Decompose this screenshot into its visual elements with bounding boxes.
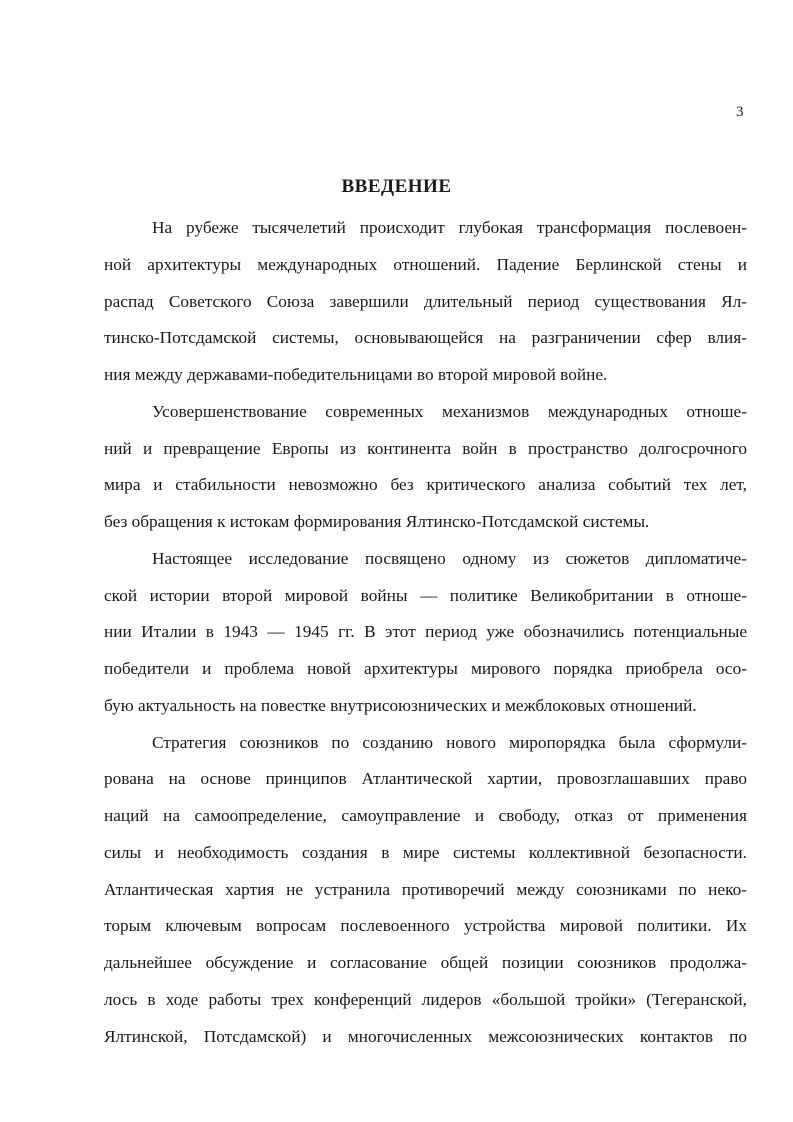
paragraph-3-line-2: ской истории второй мировой войны — политике Великобритании в отноше- — [104, 585, 747, 605]
paragraph-4-line-3: наций на самоопределение, самоуправление и свободу, отказ от применения — [104, 806, 747, 825]
paragraph-3-line-4: победители и проблема новой архитектуры мирового порядка приобрела осо- — [104, 659, 747, 678]
paragraph-4-line-5: Атлантическая хартия не устранила противоречий между союзниками по неко- — [104, 879, 747, 899]
paragraph-1-line-4: тинско-Потсдамской системы, основывающейся на разграничении сфер влия- — [104, 328, 747, 348]
paragraph-4-line-2: рована на основе принципов Атлантической хартии, провозглашавших право — [104, 769, 747, 789]
paragraph-4-line-7: дальнейшее обсуждение и согласование общей позиции союзников продолжа- — [104, 953, 747, 972]
paragraph-2-line-4: без обращения к истокам формирования Ялтинско-Потсдамской системы. — [104, 512, 650, 531]
paragraph-2-line-1: Усовершенствование современных механизмов международных отноше- — [152, 401, 747, 421]
paragraph-1-line-2: ной архитектуры международных отношений. Падение Берлинской стены и — [104, 254, 747, 274]
paragraph-4-line-9: Ялтинской, Потсдамской) и многочисленных межсоюзнических контактов по — [104, 1026, 747, 1046]
paragraph-3-line-1: Настоящее исследование посвящено одному из сюжетов дипломатиче- — [152, 548, 747, 568]
body-text — [104, 210, 747, 1055]
paragraph-1-line-3: распад Советского Союза завершили длительный период существования Ял- — [104, 291, 747, 311]
paragraph-1-line-5: ния между державами-победительницами во второй мировой войне. — [104, 365, 608, 384]
paragraph-1-line-1: На рубеже тысячелетий происходит глубокая трансформация послевоен- — [152, 218, 747, 237]
paragraph-4-line-1: Стратегия союзников по созданию нового миропорядка была сформули- — [152, 732, 747, 752]
paragraph-4-line-6: торым ключевым вопросам послевоенного устройства мировой политики. Их — [104, 916, 747, 936]
page-number: 3 — [736, 104, 744, 120]
paragraph-4-line-4: силы и необходимость создания в мире системы коллективной безопасности. — [104, 842, 747, 862]
paragraph-4-line-8: лось в ходе работы трех конференций лидеров «большой тройки» (Тегеранской, — [104, 989, 747, 1009]
section-title: ВВЕДЕНИЕ — [341, 176, 452, 197]
paragraph-2-line-3: мира и стабильности невозможно без критического анализа событий тех лет, — [104, 475, 747, 495]
paragraph-2-line-2: ний и превращение Европы из континента войн в пространство долгосрочного — [104, 438, 747, 458]
paragraph-3-line-5: бую актуальность на повестке внутрисоюзнических и межблоковых отношений. — [104, 695, 697, 715]
paragraph-3-line-3: нии Италии в 1943 — 1945 гг. В этот период уже обозначились потенциальные — [104, 622, 747, 642]
